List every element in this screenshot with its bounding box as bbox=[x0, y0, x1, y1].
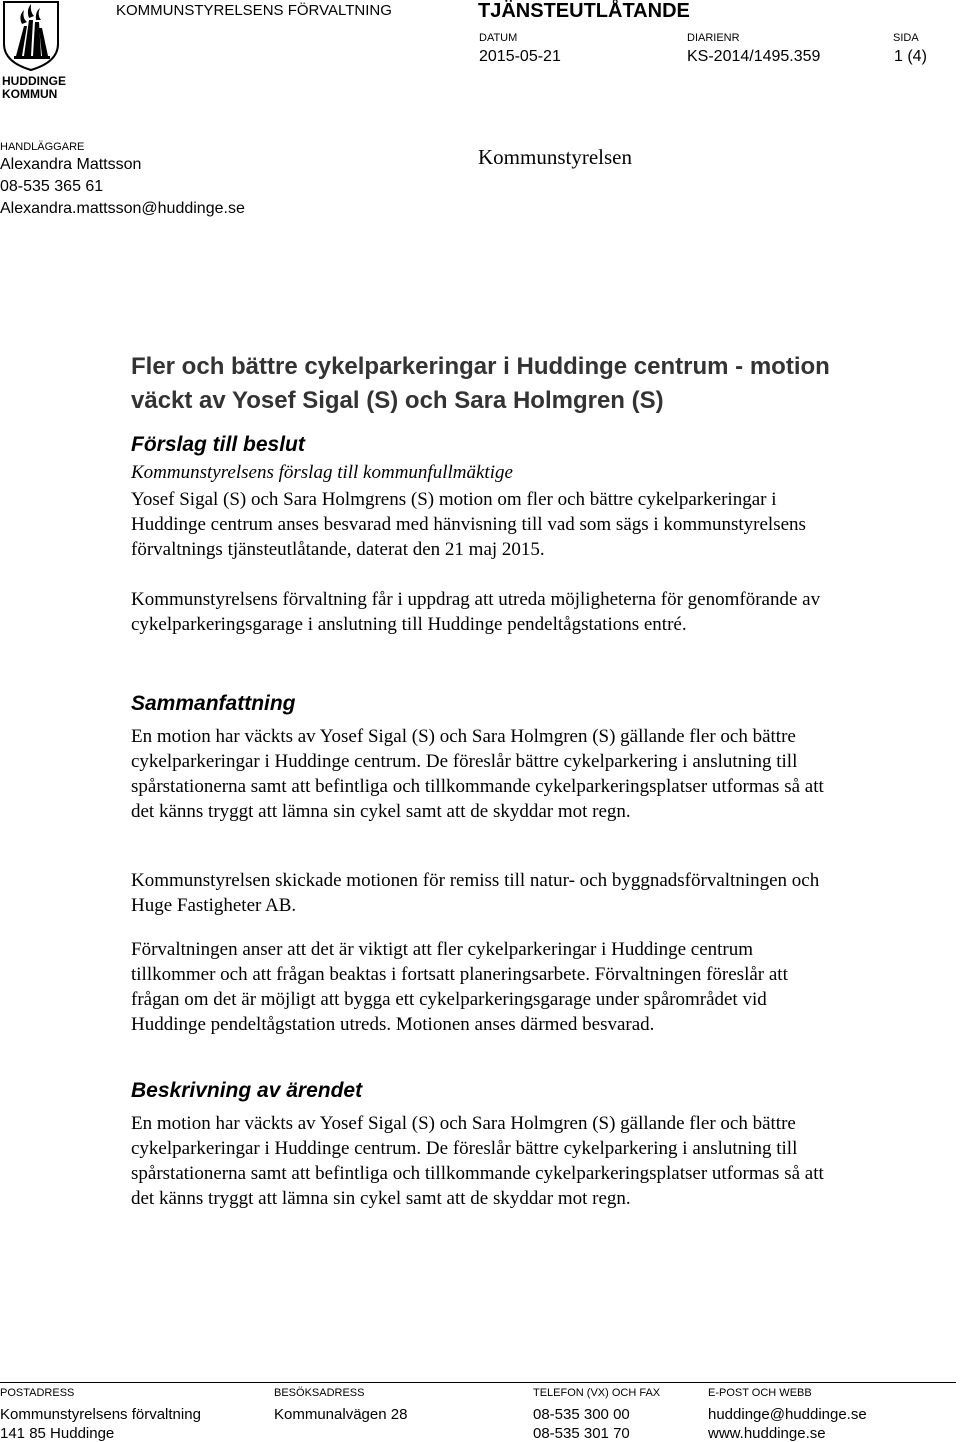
diary-number-label: DIARIENR bbox=[687, 32, 740, 44]
footer-email-label: E-POST OCH WEBB bbox=[708, 1387, 812, 1399]
proposal-paragraph-2: Kommunstyrelsens förvaltning får i uppdrag att utreda möjligheterna för genomförande av cykelparkeringsgarage i anslutning till Huddinge pendeltågstations entré. bbox=[131, 589, 821, 635]
case-officer-label: HANDLÄGGARE bbox=[0, 141, 85, 153]
description-paragraph-1: En motion har väckts av Yosef Sigal (S) och Sara Holmgren (S) gällande fler och bättre cykelparkeringar i Huddinge centrum. De föreslår bättre cykelparkering i anslutning till spårstationerna samt att befintliga och tillkommande cykelparkeringsplatser utformas så att det känns tryggt att lämna sin cykel samt att de skyddar mot regn. bbox=[131, 1113, 824, 1209]
summary-paragraph-2: Kommunstyrelsen skickade motionen för remiss till natur- och byggnadsförvaltningen och Huge Fastigheter AB. bbox=[131, 870, 820, 916]
page-label: SIDA bbox=[893, 32, 919, 44]
huddinge-coat-of-arms-icon bbox=[0, 0, 62, 72]
footer-postal-line-2: 141 85 Huddinge bbox=[0, 1425, 115, 1442]
footer-postal-label: POSTADRESS bbox=[0, 1387, 75, 1399]
huddinge-logo bbox=[0, 0, 66, 104]
footer-website: www.huddinge.se bbox=[708, 1425, 826, 1442]
date-label: DATUM bbox=[479, 32, 518, 44]
document-title: Fler och bättre cykelparkeringar i Huddinge centrum - motion väckt av Yosef Sigal (S) och Sara Holmgren (S) bbox=[131, 353, 830, 414]
footer-fax: 08-535 301 70 bbox=[533, 1425, 630, 1442]
date-value: 2015-05-21 bbox=[479, 48, 561, 65]
document-type: TJÄNSTEUTLÅTANDE bbox=[478, 0, 690, 22]
proposal-intro: Kommunstyrelsens förslag till kommunfullmäktige bbox=[131, 462, 513, 483]
footer-email: huddinge@huddinge.se bbox=[708, 1406, 867, 1423]
footer-phone-label: TELEFON (VX) OCH FAX bbox=[533, 1387, 661, 1399]
summary-paragraph-1: En motion har väckts av Yosef Sigal (S) och Sara Holmgren (S) gällande fler och bättre cykelparkeringar i Huddinge centrum. De föreslår bättre cykelparkering i anslutning till spårstationerna samt att befintliga och tillkommande cykelparkeringsplatser utformas så att det känns tryggt att lämna sin cykel samt att de skyddar mot regn. bbox=[131, 726, 824, 822]
summary-heading: Sammanfattning bbox=[131, 692, 296, 715]
footer-phone: 08-535 300 00 bbox=[533, 1406, 630, 1423]
footer-visit-label: BESÖKSADRESS bbox=[274, 1387, 365, 1399]
organization-name: KOMMUNSTYRELSENS FÖRVALTNING bbox=[116, 2, 392, 19]
diary-number-value: KS-2014/1495.359 bbox=[687, 48, 821, 65]
footer-postal-line-1: Kommunstyrelsens förvaltning bbox=[0, 1406, 201, 1423]
proposal-heading: Förslag till beslut bbox=[131, 433, 305, 456]
description-heading: Beskrivning av ärendet bbox=[131, 1079, 363, 1102]
case-officer-phone: 08-535 365 61 bbox=[0, 178, 104, 195]
logo-line-2: KOMMUN bbox=[2, 87, 58, 101]
recipient: Kommunstyrelsen bbox=[478, 145, 632, 169]
summary-paragraph-3: Förvaltningen anser att det är viktigt att fler cykelparkeringar i Huddinge centrum tillkommer och att frågan beaktas i fortsatt planeringsarbete. Förvaltningen föreslår att frågan om det är möjligt att bygga ett cykelparkeringsgarage under spårområdet vid Huddinge pendeltågstation utreds. Motionen anses därmed besvarad. bbox=[131, 939, 788, 1035]
case-officer-email: Alexandra.mattsson@huddinge.se bbox=[0, 200, 245, 217]
proposal-paragraph-1: Yosef Sigal (S) och Sara Holmgrens (S) motion om fler och bättre cykelparkeringar i Huddinge centrum anses besvarad med hänvisning till vad som sägs i kommunstyrelsens förvaltnings tjänsteutlåtande, daterat den 21 maj 2015. bbox=[131, 489, 806, 560]
footer-divider bbox=[0, 1382, 956, 1383]
case-officer-name: Alexandra Mattsson bbox=[0, 156, 142, 173]
logo-line-1: HUDDINGE bbox=[2, 74, 67, 88]
page-number: 1 (4) bbox=[894, 48, 927, 65]
footer-visit-address: Kommunalvägen 28 bbox=[274, 1406, 408, 1423]
